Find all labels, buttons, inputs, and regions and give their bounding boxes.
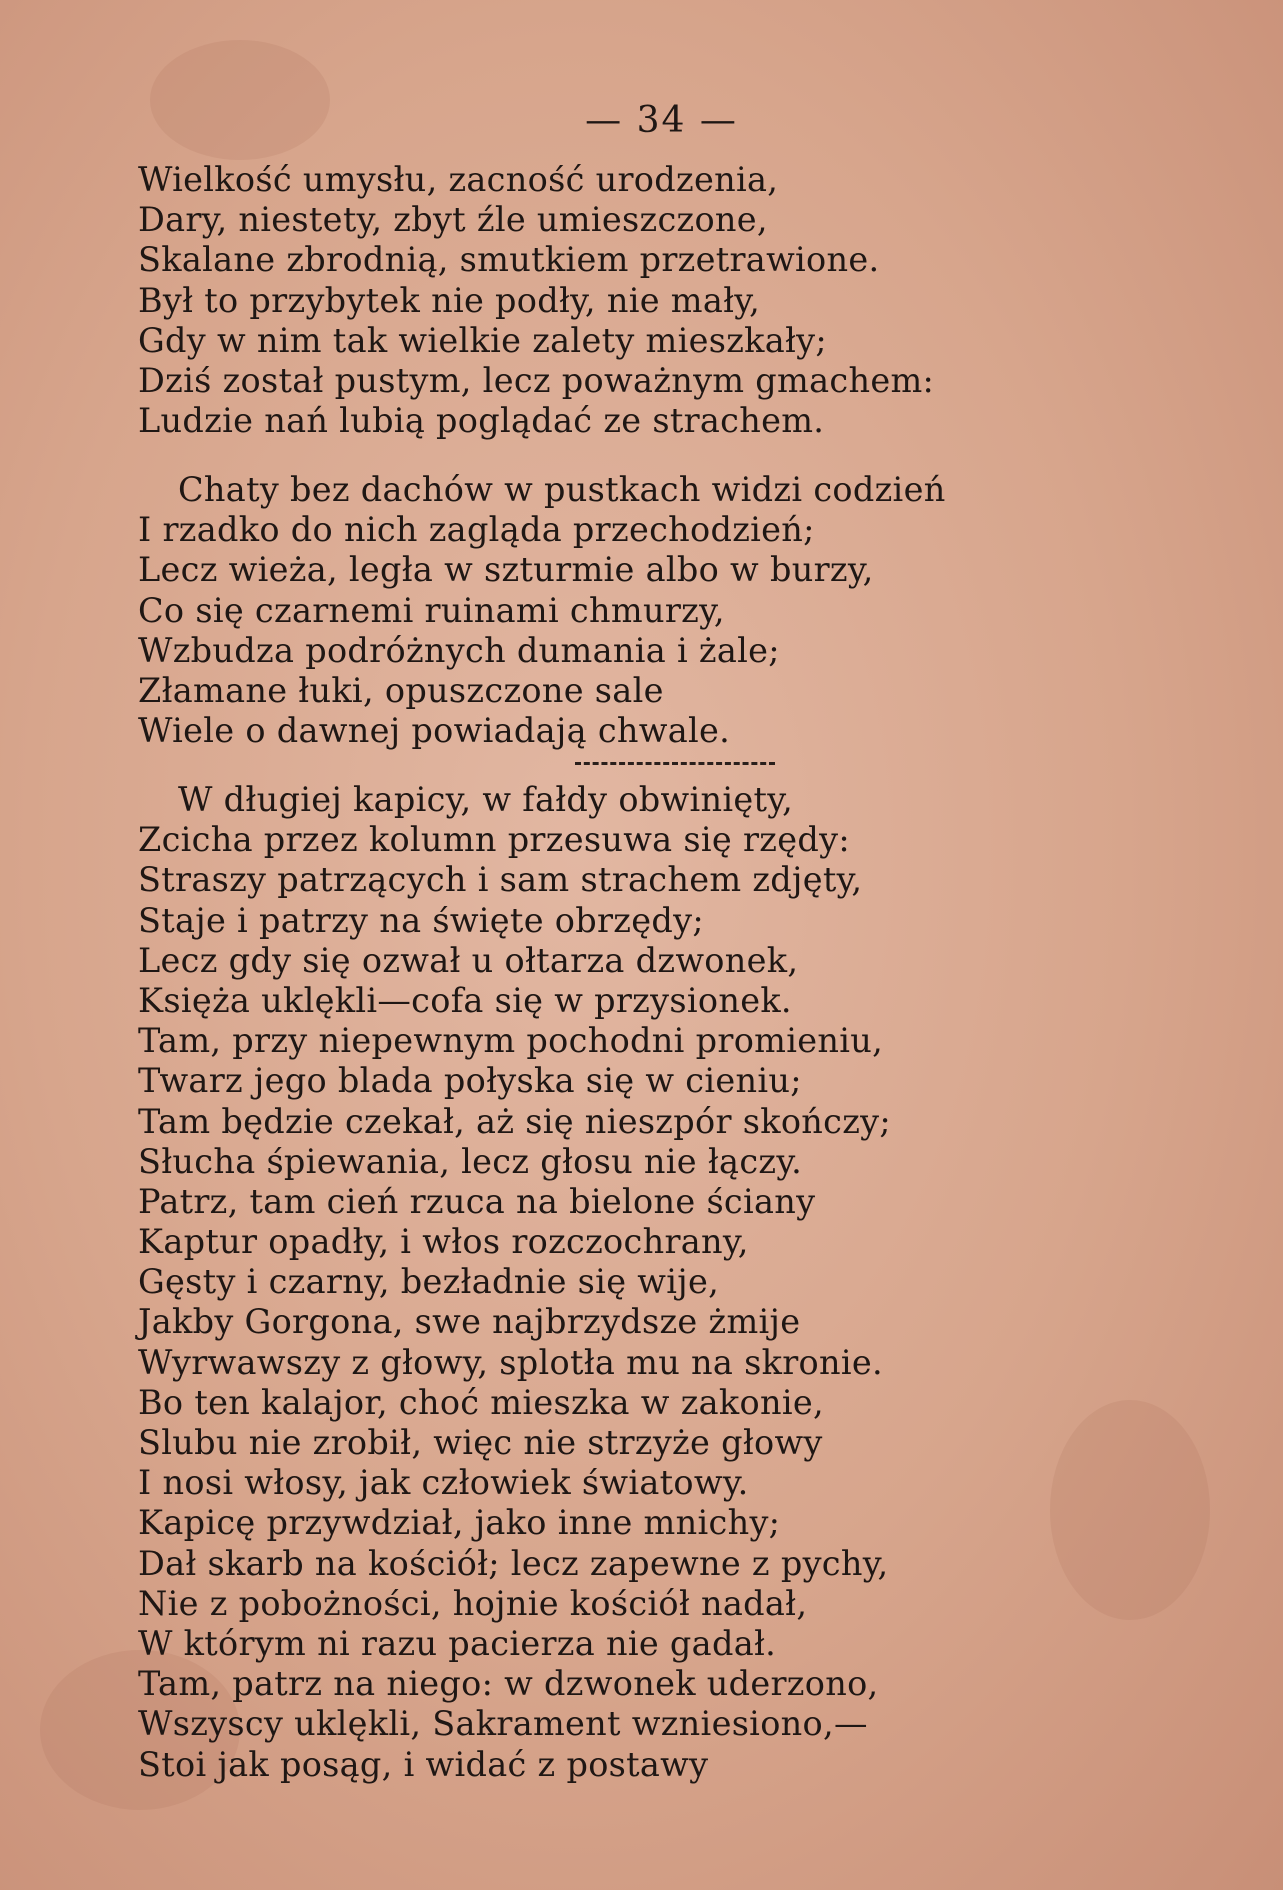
verse-line: I nosi włosy, jak człowiek światowy. bbox=[138, 1463, 749, 1503]
section-separator bbox=[575, 762, 775, 765]
verse-line: Dziś został pustym, lecz poważnym gmachem: bbox=[138, 360, 935, 400]
verse-line: Dał skarb na kościół; lecz zapewne z pychy, bbox=[138, 1543, 889, 1583]
verse-line: Slubu nie zrobił, więc nie strzyże głowy bbox=[138, 1423, 823, 1462]
stanza-2 bbox=[138, 470, 1138, 751]
verse-line: Nie z pobożności, hojnie kościół nadał, bbox=[138, 1583, 808, 1623]
page-number: — 34 — bbox=[585, 100, 738, 141]
verse-line: Gęsty i czarny, bezładnie się wije, bbox=[138, 1262, 720, 1302]
verse-line: Lecz gdy się ozwał u ołtarza dzwonek, bbox=[138, 940, 799, 980]
verse-line: Wiele o dawnej powiadają chwale. bbox=[138, 711, 731, 751]
verse-line: Tam będzie czekał, aż się nieszpór skończy; bbox=[138, 1101, 891, 1141]
verse-line: Wyrwawszy z głowy, splotła mu na skronie. bbox=[138, 1342, 883, 1382]
verse-line: Był to przybytek nie podły, nie mały, bbox=[138, 280, 761, 320]
verse-line: Co się czarnemi ruinami chmurzy, bbox=[138, 590, 725, 630]
verse-line: Dary, niestety, zbyt źle umieszczone, bbox=[138, 200, 768, 240]
stanza-1 bbox=[138, 160, 1138, 441]
stanza-3 bbox=[138, 780, 1138, 1785]
verse-line: I rzadko do nich zagląda przechodzień; bbox=[138, 510, 815, 550]
verse-line: Złamane łuki, opuszczone sale bbox=[138, 670, 664, 710]
verse-line: Księża uklękli—cofa się w przysionek. bbox=[138, 980, 792, 1020]
verse-line: Jakby Gorgona, swe najbrzydsze żmije bbox=[138, 1302, 801, 1342]
verse-line: Lecz wieża, legła w szturmie albo w burzy, bbox=[138, 550, 874, 590]
verse-line: Kaptur opadły, i włos rozczochrany, bbox=[138, 1222, 749, 1262]
verse-line: Wzbudza podróżnych dumania i żale; bbox=[138, 630, 780, 670]
verse-line: Patrz, tam cień rzuca na bielone ściany bbox=[138, 1181, 816, 1221]
verse-line: Staje i patrzy na święte obrzędy; bbox=[138, 900, 704, 940]
verse-line: W którym ni razu pacierza nie gadał. bbox=[138, 1623, 777, 1663]
verse-line: Tam, przy niepewnym pochodni promieniu, bbox=[138, 1021, 884, 1061]
verse-line: Twarz jego blada połyska się w cieniu; bbox=[138, 1061, 802, 1101]
verse-line: Skalane zbrodnią, smutkiem przetrawione. bbox=[138, 240, 880, 280]
verse-line: Zcicha przez kolumn przesuwa się rzędy: bbox=[138, 820, 850, 860]
verse-line: Bo ten kalajor, choć mieszka w zakonie, bbox=[138, 1382, 824, 1422]
verse-line: Ludzie nań lubią poglądać ze strachem. bbox=[138, 401, 825, 441]
verse-line: Wszyscy uklękli, Sakrament wzniesiono,— bbox=[138, 1704, 868, 1744]
verse-line: Straszy patrzących i sam strachem zdjęty, bbox=[138, 860, 863, 900]
verse-line: Tam, patrz na niego: w dzwonek uderzono, bbox=[138, 1664, 879, 1704]
verse-line: Kapicę przywdział, jako inne mnichy; bbox=[138, 1503, 781, 1543]
verse-line: Słucha śpiewania, lecz głosu nie łączy. bbox=[138, 1141, 803, 1181]
verse-line: Stoi jak posąg, i widać z postawy bbox=[138, 1744, 709, 1784]
verse-line: Chaty bez dachów w pustkach widzi codzień bbox=[178, 470, 946, 509]
verse-line: Gdy w nim tak wielkie zalety mieszkały; bbox=[138, 320, 827, 360]
verse-line: Wielkość umysłu, zacność urodzenia, bbox=[138, 160, 779, 199]
verse-line: W długiej kapicy, w fałdy obwinięty, bbox=[178, 780, 794, 819]
